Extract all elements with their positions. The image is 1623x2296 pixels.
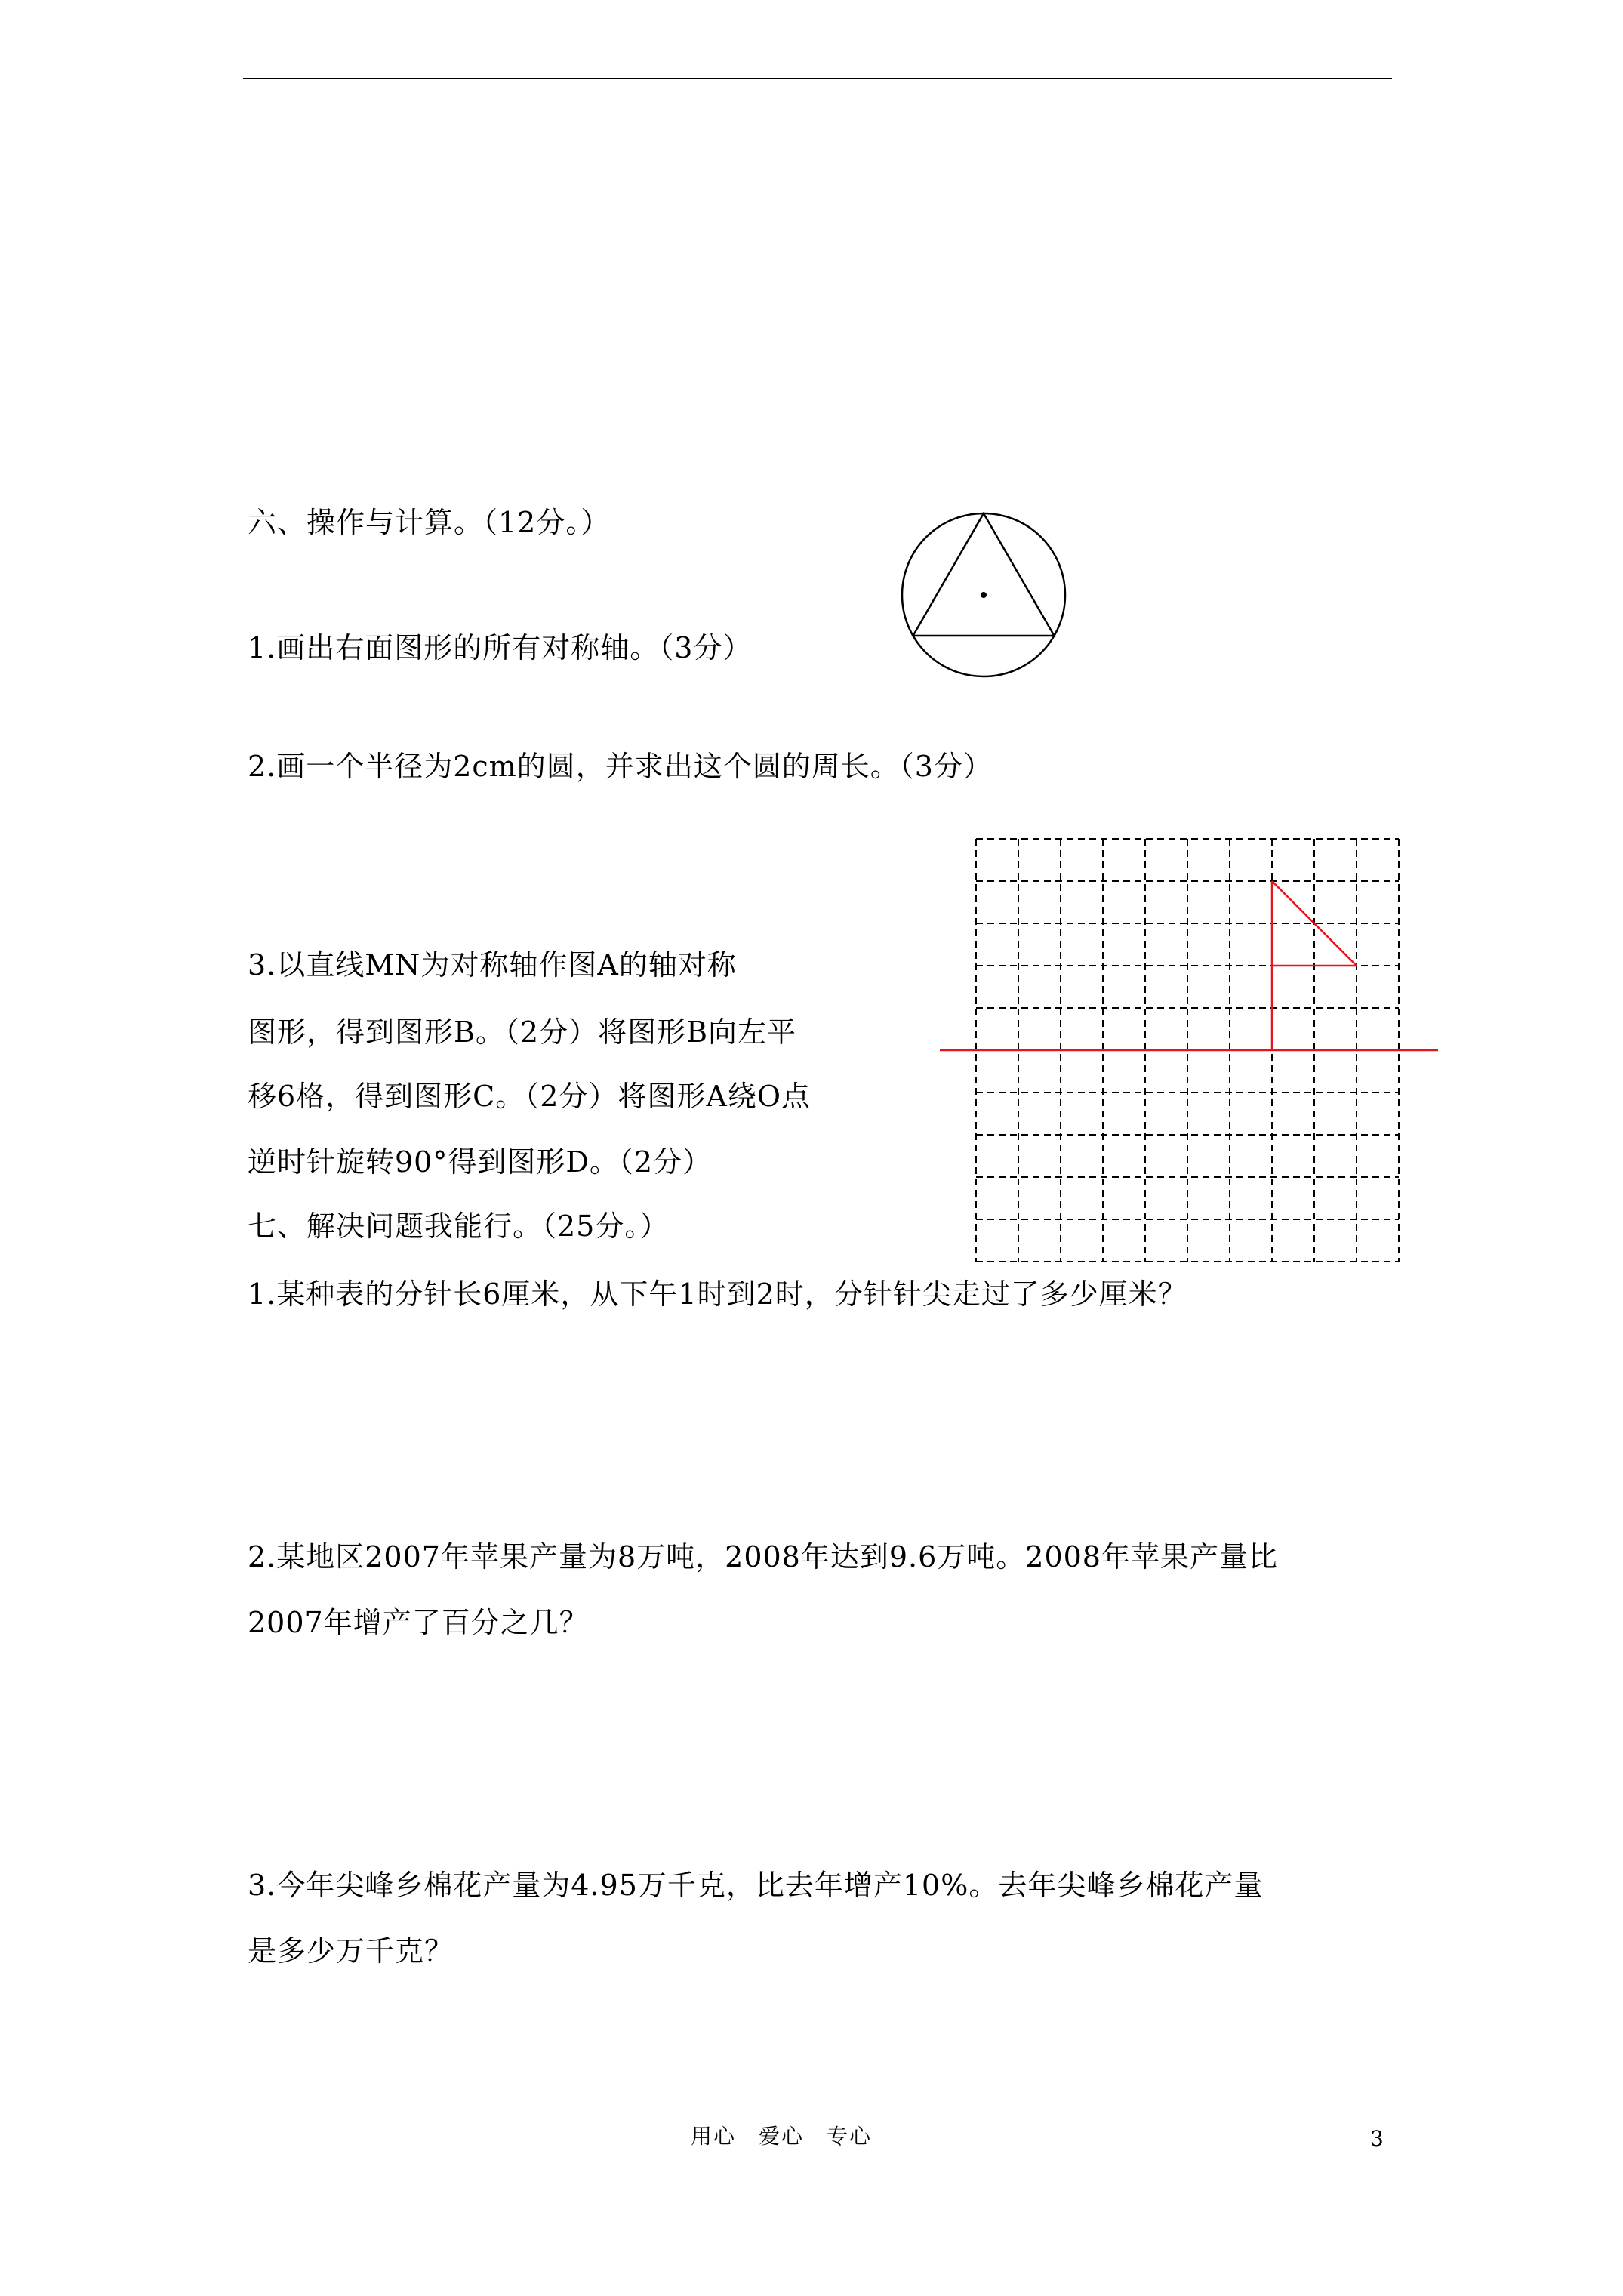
section7-q2-line1: 2.某地区2007年苹果产量为8万吨，2008年达到9.6万吨。2008年苹果产量比 bbox=[248, 1540, 1278, 1573]
section6-q3-line4: 逆时针旋转90°得到图形D。（2分） bbox=[248, 1145, 712, 1179]
section6-q3-line3: 移6格，得到图形C。（2分）将图形A绕O点 bbox=[248, 1080, 812, 1113]
section7-heading: 七、解决问题我能行。（25分。） bbox=[248, 1210, 670, 1243]
section6-heading: 六、操作与计算。（12分。） bbox=[248, 506, 611, 539]
section6-q3-line1: 3.以直线MN为对称轴作图A的轴对称 bbox=[248, 948, 737, 982]
header-rule bbox=[243, 78, 1392, 79]
page-number: 3 bbox=[1370, 2126, 1384, 2151]
footer-text: 用心 爱心 专心 bbox=[691, 2124, 873, 2149]
section7-q3-line2: 是多少万千克？ bbox=[248, 1934, 454, 1968]
section7-q2-line2: 2007年增产了百分之几？ bbox=[248, 1606, 589, 1639]
section6-q2: 2.画一个半径为2cm的圆，并求出这个圆的周长。（3分） bbox=[248, 750, 993, 783]
circle-triangle-figure bbox=[897, 512, 1070, 686]
figure-triangle bbox=[913, 513, 1055, 636]
grid-figure bbox=[936, 831, 1449, 1268]
section6-q3-line2: 图形，得到图形B。（2分）将图形B向左平 bbox=[248, 1015, 797, 1049]
section6-q1: 1.画出右面图形的所有对称轴。（3分） bbox=[248, 631, 753, 664]
section7-q1: 1.某种表的分针长6厘米，从下午1时到2时，分针针尖走过了多少厘米？ bbox=[248, 1277, 1187, 1311]
figure-center-dot bbox=[981, 592, 987, 598]
section7-q3-line1: 3.今年尖峰乡棉花产量为4.95万千克，比去年增产10%。去年尖峰乡棉花产量 bbox=[248, 1869, 1264, 1902]
